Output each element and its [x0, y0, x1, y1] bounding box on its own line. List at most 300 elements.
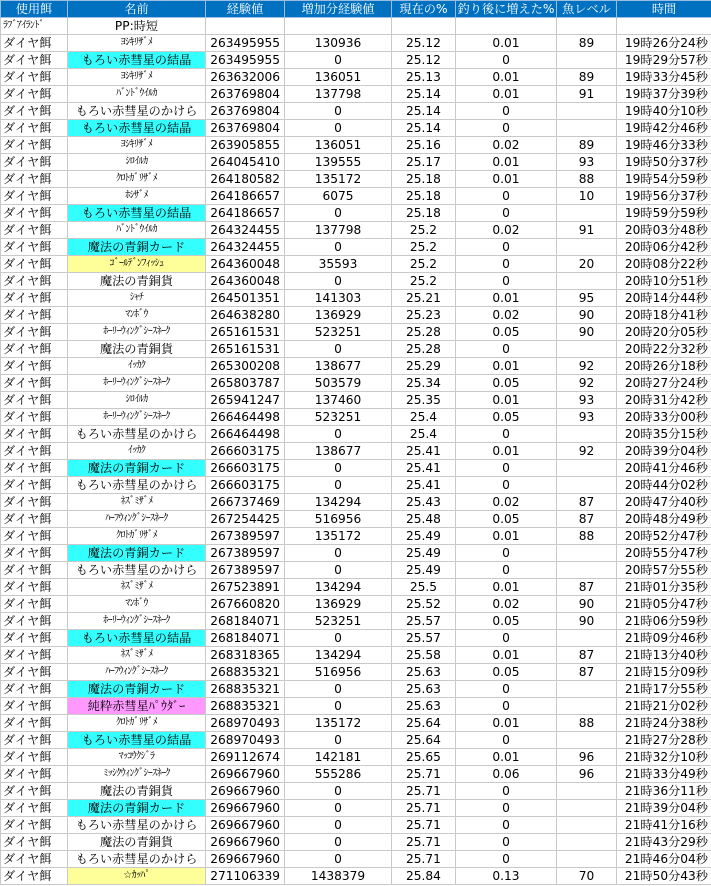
time-cell[interactable]: 20時48分49秒: [617, 511, 711, 528]
fish-level-cell[interactable]: [557, 545, 617, 562]
percent-gain-cell[interactable]: 0: [456, 630, 557, 647]
exp-increase-cell[interactable]: 0: [285, 698, 392, 715]
item-name-cell[interactable]: 魔法の青銅カード: [68, 239, 206, 256]
bait-cell[interactable]: ダイヤ餌: [1, 851, 68, 868]
time-cell[interactable]: 20時18分41秒: [617, 307, 711, 324]
percent-gain-cell[interactable]: 0.01: [456, 154, 557, 171]
time-cell[interactable]: 20時33分00秒: [617, 409, 711, 426]
exp-increase-cell[interactable]: 137460: [285, 392, 392, 409]
time-cell[interactable]: 21時39分04秒: [617, 800, 711, 817]
time-cell[interactable]: 21時15分09秒: [617, 664, 711, 681]
exp-cell[interactable]: 264360048: [206, 273, 285, 290]
current-percent-cell[interactable]: 25.57: [392, 630, 456, 647]
exp-increase-cell[interactable]: 516956: [285, 511, 392, 528]
percent-gain-cell[interactable]: 0: [456, 103, 557, 120]
exp-increase-cell[interactable]: 136051: [285, 137, 392, 154]
item-name-cell[interactable]: ﾈｽﾞﾐｻﾞﾒ: [68, 494, 206, 511]
bait-cell[interactable]: ダイヤ餌: [1, 222, 68, 239]
fish-level-cell[interactable]: 89: [557, 137, 617, 154]
fish-level-cell[interactable]: 90: [557, 324, 617, 341]
fish-level-cell[interactable]: [557, 205, 617, 222]
percent-gain-cell[interactable]: 0: [456, 273, 557, 290]
fish-level-cell[interactable]: 91: [557, 86, 617, 103]
exp-cell[interactable]: 267660820: [206, 596, 285, 613]
bait-cell[interactable]: ダイヤ餌: [1, 290, 68, 307]
bait-cell[interactable]: ダイヤ餌: [1, 443, 68, 460]
bait-cell[interactable]: ダイヤ餌: [1, 715, 68, 732]
exp-increase-cell[interactable]: 0: [285, 460, 392, 477]
exp-cell[interactable]: 265941247: [206, 392, 285, 409]
item-name-cell[interactable]: もろい赤彗星の結晶: [68, 630, 206, 647]
item-name-cell[interactable]: ｼｬﾁ: [68, 290, 206, 307]
fish-level-cell[interactable]: 93: [557, 154, 617, 171]
time-cell[interactable]: 20時27分24秒: [617, 375, 711, 392]
time-cell[interactable]: 21時17分55秒: [617, 681, 711, 698]
exp-increase-cell[interactable]: 0: [285, 562, 392, 579]
header-percent-gain[interactable]: 釣り後に増えた%: [456, 1, 557, 18]
time-cell[interactable]: 20時06分42秒: [617, 239, 711, 256]
current-percent-cell[interactable]: 25.21: [392, 290, 456, 307]
exp-increase-cell[interactable]: 523251: [285, 613, 392, 630]
item-name-cell[interactable]: 魔法の青銅カード: [68, 681, 206, 698]
current-percent-cell[interactable]: 25.52: [392, 596, 456, 613]
time-cell[interactable]: 21時32分10秒: [617, 749, 711, 766]
exp-cell[interactable]: 269667960: [206, 834, 285, 851]
time-cell[interactable]: 21時27分28秒: [617, 732, 711, 749]
bait-cell[interactable]: ダイヤ餌: [1, 358, 68, 375]
exp-cell[interactable]: 265300208: [206, 358, 285, 375]
time-cell[interactable]: 19時26分24秒: [617, 35, 711, 52]
percent-gain-cell[interactable]: 0.02: [456, 596, 557, 613]
empty-cell[interactable]: [557, 18, 617, 35]
percent-gain-cell[interactable]: 0.05: [456, 375, 557, 392]
time-cell[interactable]: 20時41分46秒: [617, 460, 711, 477]
exp-cell[interactable]: 264186657: [206, 188, 285, 205]
fish-level-cell[interactable]: 90: [557, 307, 617, 324]
current-percent-cell[interactable]: 25.71: [392, 851, 456, 868]
exp-cell[interactable]: 269667960: [206, 783, 285, 800]
percent-gain-cell[interactable]: 0.02: [456, 307, 557, 324]
percent-gain-cell[interactable]: 0.01: [456, 171, 557, 188]
exp-increase-cell[interactable]: 138677: [285, 358, 392, 375]
item-name-cell[interactable]: ｸﾛﾄｶﾞﾘｻﾞﾒ: [68, 171, 206, 188]
time-cell[interactable]: 19時40分10秒: [617, 103, 711, 120]
exp-cell[interactable]: 267389597: [206, 528, 285, 545]
exp-cell[interactable]: 267389597: [206, 545, 285, 562]
exp-cell[interactable]: 263905855: [206, 137, 285, 154]
exp-increase-cell[interactable]: 555286: [285, 766, 392, 783]
exp-cell[interactable]: 268184071: [206, 613, 285, 630]
exp-increase-cell[interactable]: 6075: [285, 188, 392, 205]
exp-cell[interactable]: 264045410: [206, 154, 285, 171]
exp-increase-cell[interactable]: 0: [285, 120, 392, 137]
bait-cell[interactable]: ダイヤ餌: [1, 698, 68, 715]
percent-gain-cell[interactable]: 0: [456, 783, 557, 800]
empty-cell[interactable]: [617, 18, 711, 35]
current-percent-cell[interactable]: 25.63: [392, 681, 456, 698]
fish-level-cell[interactable]: 87: [557, 511, 617, 528]
exp-increase-cell[interactable]: 135172: [285, 715, 392, 732]
current-percent-cell[interactable]: 25.43: [392, 494, 456, 511]
exp-increase-cell[interactable]: 0: [285, 239, 392, 256]
percent-gain-cell[interactable]: 0.06: [456, 766, 557, 783]
percent-gain-cell[interactable]: 0.01: [456, 647, 557, 664]
bait-cell[interactable]: ダイヤ餌: [1, 630, 68, 647]
current-percent-cell[interactable]: 25.14: [392, 103, 456, 120]
percent-gain-cell[interactable]: 0.01: [456, 443, 557, 460]
item-name-cell[interactable]: ﾏﾝﾎﾞｳ: [68, 596, 206, 613]
current-percent-cell[interactable]: 25.12: [392, 35, 456, 52]
bait-cell[interactable]: ダイヤ餌: [1, 103, 68, 120]
exp-cell[interactable]: 271106339: [206, 868, 285, 885]
exp-increase-cell[interactable]: 0: [285, 800, 392, 817]
bait-cell[interactable]: ダイヤ餌: [1, 868, 68, 885]
exp-increase-cell[interactable]: 135172: [285, 171, 392, 188]
bait-cell[interactable]: ダイヤ餌: [1, 511, 68, 528]
fish-level-cell[interactable]: [557, 239, 617, 256]
current-percent-cell[interactable]: 25.64: [392, 715, 456, 732]
bait-cell[interactable]: ダイヤ餌: [1, 460, 68, 477]
bait-cell[interactable]: ダイヤ餌: [1, 86, 68, 103]
exp-cell[interactable]: 263769804: [206, 120, 285, 137]
exp-cell[interactable]: 269667960: [206, 851, 285, 868]
current-percent-cell[interactable]: 25.29: [392, 358, 456, 375]
time-cell[interactable]: 20時26分18秒: [617, 358, 711, 375]
header-exp[interactable]: 経験値: [206, 1, 285, 18]
exp-increase-cell[interactable]: 0: [285, 341, 392, 358]
time-cell[interactable]: 19時56分37秒: [617, 188, 711, 205]
current-percent-cell[interactable]: 25.71: [392, 834, 456, 851]
percent-gain-cell[interactable]: 0: [456, 562, 557, 579]
bait-cell[interactable]: ダイヤ餌: [1, 273, 68, 290]
current-percent-cell[interactable]: 25.41: [392, 477, 456, 494]
item-name-cell[interactable]: ﾈｽﾞﾐｻﾞﾒ: [68, 647, 206, 664]
bait-cell[interactable]: ダイヤ餌: [1, 477, 68, 494]
fish-level-cell[interactable]: 90: [557, 596, 617, 613]
item-name-cell[interactable]: もろい赤彗星のかけら: [68, 817, 206, 834]
item-name-cell[interactable]: ﾈｽﾞﾐｻﾞﾒ: [68, 579, 206, 596]
time-cell[interactable]: 20時31分42秒: [617, 392, 711, 409]
exp-cell[interactable]: 264638280: [206, 307, 285, 324]
bait-cell[interactable]: ダイヤ餌: [1, 596, 68, 613]
exp-cell[interactable]: 264501351: [206, 290, 285, 307]
current-percent-cell[interactable]: 25.49: [392, 528, 456, 545]
percent-gain-cell[interactable]: 0.05: [456, 664, 557, 681]
bait-cell[interactable]: ダイヤ餌: [1, 579, 68, 596]
exp-increase-cell[interactable]: 0: [285, 817, 392, 834]
fish-level-cell[interactable]: 70: [557, 868, 617, 885]
current-percent-cell[interactable]: 25.71: [392, 783, 456, 800]
exp-increase-cell[interactable]: 138677: [285, 443, 392, 460]
fish-level-cell[interactable]: [557, 698, 617, 715]
exp-cell[interactable]: 269667960: [206, 817, 285, 834]
exp-increase-cell[interactable]: 0: [285, 103, 392, 120]
time-cell[interactable]: 21時06分59秒: [617, 613, 711, 630]
percent-gain-cell[interactable]: 0: [456, 426, 557, 443]
time-cell[interactable]: 21時09分46秒: [617, 630, 711, 647]
item-name-cell[interactable]: 魔法の青銅カード: [68, 800, 206, 817]
percent-gain-cell[interactable]: 0: [456, 341, 557, 358]
item-name-cell[interactable]: ﾊｰﾌｳｨﾝｸﾞｼｰｽﾈｰｸ: [68, 664, 206, 681]
exp-cell[interactable]: 268835321: [206, 698, 285, 715]
time-cell[interactable]: 21時43分29秒: [617, 834, 711, 851]
fish-level-cell[interactable]: [557, 834, 617, 851]
fish-level-cell[interactable]: [557, 103, 617, 120]
percent-gain-cell[interactable]: 0.01: [456, 358, 557, 375]
fish-level-cell[interactable]: [557, 630, 617, 647]
exp-cell[interactable]: 264186657: [206, 205, 285, 222]
exp-cell[interactable]: 266464498: [206, 426, 285, 443]
time-cell[interactable]: 20時20分05秒: [617, 324, 711, 341]
current-percent-cell[interactable]: 25.14: [392, 120, 456, 137]
time-cell[interactable]: 21時46分04秒: [617, 851, 711, 868]
bait-cell[interactable]: ダイヤ餌: [1, 409, 68, 426]
time-cell[interactable]: 20時35分15秒: [617, 426, 711, 443]
current-percent-cell[interactable]: 25.16: [392, 137, 456, 154]
item-name-cell[interactable]: 魔法の青銅貨: [68, 834, 206, 851]
percent-gain-cell[interactable]: 0.05: [456, 613, 557, 630]
fish-level-cell[interactable]: [557, 460, 617, 477]
time-cell[interactable]: 19時46分33秒: [617, 137, 711, 154]
exp-increase-cell[interactable]: 0: [285, 273, 392, 290]
exp-increase-cell[interactable]: 0: [285, 545, 392, 562]
item-name-cell[interactable]: もろい赤彗星の結晶: [68, 52, 206, 69]
item-name-cell[interactable]: ｸﾛﾄｶﾞﾘｻﾞﾒ: [68, 528, 206, 545]
current-percent-cell[interactable]: 25.63: [392, 698, 456, 715]
percent-gain-cell[interactable]: 0: [456, 817, 557, 834]
bait-cell[interactable]: ダイヤ餌: [1, 69, 68, 86]
fish-level-cell[interactable]: [557, 273, 617, 290]
exp-increase-cell[interactable]: 516956: [285, 664, 392, 681]
fish-level-cell[interactable]: [557, 800, 617, 817]
item-name-cell[interactable]: ﾎｼｻﾞﾒ: [68, 188, 206, 205]
exp-cell[interactable]: 269112674: [206, 749, 285, 766]
exp-increase-cell[interactable]: 0: [285, 851, 392, 868]
exp-increase-cell[interactable]: 523251: [285, 324, 392, 341]
exp-increase-cell[interactable]: 135172: [285, 528, 392, 545]
exp-cell[interactable]: 266603175: [206, 477, 285, 494]
percent-gain-cell[interactable]: 0: [456, 834, 557, 851]
exp-increase-cell[interactable]: 0: [285, 205, 392, 222]
bait-cell[interactable]: ダイヤ餌: [1, 239, 68, 256]
exp-increase-cell[interactable]: 0: [285, 477, 392, 494]
bait-cell[interactable]: ダイヤ餌: [1, 783, 68, 800]
exp-increase-cell[interactable]: 136929: [285, 307, 392, 324]
header-fish-level[interactable]: 魚レベル: [557, 1, 617, 18]
current-percent-cell[interactable]: 25.18: [392, 205, 456, 222]
percent-gain-cell[interactable]: 0: [456, 52, 557, 69]
exp-increase-cell[interactable]: 139555: [285, 154, 392, 171]
exp-cell[interactable]: 264360048: [206, 256, 285, 273]
item-name-cell[interactable]: ﾖｼｷﾘｻﾞﾒ: [68, 35, 206, 52]
bait-cell[interactable]: ダイヤ餌: [1, 256, 68, 273]
fish-level-cell[interactable]: [557, 477, 617, 494]
current-percent-cell[interactable]: 25.63: [392, 664, 456, 681]
current-percent-cell[interactable]: 25.4: [392, 426, 456, 443]
exp-increase-cell[interactable]: 0: [285, 783, 392, 800]
item-name-cell[interactable]: 魔法の青銅貨: [68, 783, 206, 800]
fish-level-cell[interactable]: 92: [557, 375, 617, 392]
exp-increase-cell[interactable]: 1438379: [285, 868, 392, 885]
exp-increase-cell[interactable]: 142181: [285, 749, 392, 766]
percent-gain-cell[interactable]: 0.02: [456, 222, 557, 239]
fish-level-cell[interactable]: 89: [557, 69, 617, 86]
percent-gain-cell[interactable]: 0.01: [456, 392, 557, 409]
item-name-cell[interactable]: ﾊｰﾌｳｨﾝｸﾞｼｰｽﾈｰｸ: [68, 511, 206, 528]
fish-level-cell[interactable]: [557, 783, 617, 800]
exp-increase-cell[interactable]: 130936: [285, 35, 392, 52]
fish-level-cell[interactable]: [557, 426, 617, 443]
exp-increase-cell[interactable]: 523251: [285, 409, 392, 426]
item-name-cell[interactable]: ﾊﾞﾝﾄﾞｳｲﾙｶ: [68, 222, 206, 239]
bait-cell[interactable]: ダイヤ餌: [1, 664, 68, 681]
percent-gain-cell[interactable]: 0: [456, 239, 557, 256]
fish-level-cell[interactable]: [557, 851, 617, 868]
time-cell[interactable]: 21時05分47秒: [617, 596, 711, 613]
time-cell[interactable]: 19時37分39秒: [617, 86, 711, 103]
percent-gain-cell[interactable]: 0: [456, 681, 557, 698]
fish-level-cell[interactable]: 90: [557, 613, 617, 630]
fish-level-cell[interactable]: [557, 341, 617, 358]
time-cell[interactable]: 21時21分02秒: [617, 698, 711, 715]
percent-gain-cell[interactable]: 0.02: [456, 494, 557, 511]
current-percent-cell[interactable]: 25.28: [392, 324, 456, 341]
percent-gain-cell[interactable]: 0: [456, 698, 557, 715]
current-percent-cell[interactable]: 25.49: [392, 562, 456, 579]
fish-level-cell[interactable]: 93: [557, 392, 617, 409]
fish-level-cell[interactable]: 95: [557, 290, 617, 307]
time-cell[interactable]: 19時33分45秒: [617, 69, 711, 86]
current-percent-cell[interactable]: 25.4: [392, 409, 456, 426]
exp-increase-cell[interactable]: 141303: [285, 290, 392, 307]
percent-gain-cell[interactable]: 0: [456, 477, 557, 494]
time-cell[interactable]: 20時47分40秒: [617, 494, 711, 511]
item-name-cell[interactable]: 魔法の青銅貨: [68, 341, 206, 358]
current-percent-cell[interactable]: 25.71: [392, 817, 456, 834]
time-cell[interactable]: 19時42分46秒: [617, 120, 711, 137]
exp-cell[interactable]: 263769804: [206, 86, 285, 103]
time-cell[interactable]: 20時55分47秒: [617, 545, 711, 562]
fish-level-cell[interactable]: 96: [557, 749, 617, 766]
exp-cell[interactable]: 265161531: [206, 341, 285, 358]
percent-gain-cell[interactable]: 0.01: [456, 715, 557, 732]
exp-cell[interactable]: 268835321: [206, 664, 285, 681]
bait-cell[interactable]: ダイヤ餌: [1, 545, 68, 562]
exp-increase-cell[interactable]: 137798: [285, 222, 392, 239]
fish-level-cell[interactable]: [557, 732, 617, 749]
bait-cell[interactable]: ダイヤ餌: [1, 800, 68, 817]
exp-cell[interactable]: 266603175: [206, 460, 285, 477]
item-name-cell[interactable]: ｲｯｶｸ: [68, 358, 206, 375]
current-percent-cell[interactable]: 25.48: [392, 511, 456, 528]
percent-gain-cell[interactable]: 0: [456, 205, 557, 222]
time-cell[interactable]: 20時14分44秒: [617, 290, 711, 307]
subheader-bait[interactable]: ﾗﾌﾞｱｲﾗﾝﾄﾞ: [1, 18, 68, 35]
current-percent-cell[interactable]: 25.65: [392, 749, 456, 766]
current-percent-cell[interactable]: 25.41: [392, 460, 456, 477]
current-percent-cell[interactable]: 25.18: [392, 188, 456, 205]
item-name-cell[interactable]: もろい赤彗星の結晶: [68, 732, 206, 749]
current-percent-cell[interactable]: 25.14: [392, 86, 456, 103]
percent-gain-cell[interactable]: 0.01: [456, 579, 557, 596]
exp-cell[interactable]: 268970493: [206, 715, 285, 732]
subheader-note[interactable]: PP:時短: [68, 18, 206, 35]
current-percent-cell[interactable]: 25.71: [392, 800, 456, 817]
fish-level-cell[interactable]: 10: [557, 188, 617, 205]
fish-level-cell[interactable]: [557, 681, 617, 698]
current-percent-cell[interactable]: 25.2: [392, 256, 456, 273]
time-cell[interactable]: 21時13分40秒: [617, 647, 711, 664]
item-name-cell[interactable]: もろい赤彗星のかけら: [68, 477, 206, 494]
bait-cell[interactable]: ダイヤ餌: [1, 732, 68, 749]
item-name-cell[interactable]: ﾊﾞﾝﾄﾞｳｲﾙｶ: [68, 86, 206, 103]
percent-gain-cell[interactable]: 0.05: [456, 409, 557, 426]
bait-cell[interactable]: ダイヤ餌: [1, 647, 68, 664]
time-cell[interactable]: 19時50分37秒: [617, 154, 711, 171]
fish-level-cell[interactable]: [557, 52, 617, 69]
exp-cell[interactable]: 267254425: [206, 511, 285, 528]
exp-increase-cell[interactable]: 136051: [285, 69, 392, 86]
item-name-cell[interactable]: ﾖｼｷﾘｻﾞﾒ: [68, 137, 206, 154]
current-percent-cell[interactable]: 25.5: [392, 579, 456, 596]
time-cell[interactable]: 19時59分59秒: [617, 205, 711, 222]
fish-level-cell[interactable]: [557, 120, 617, 137]
exp-cell[interactable]: 266603175: [206, 443, 285, 460]
fish-level-cell[interactable]: [557, 562, 617, 579]
bait-cell[interactable]: ダイヤ餌: [1, 137, 68, 154]
current-percent-cell[interactable]: 25.2: [392, 222, 456, 239]
item-name-cell[interactable]: ｺﾞｰﾙﾃﾞﾝﾌｨｯｼｭ: [68, 256, 206, 273]
exp-increase-cell[interactable]: 0: [285, 834, 392, 851]
item-name-cell[interactable]: ﾖｼｷﾘｻﾞﾒ: [68, 69, 206, 86]
item-name-cell[interactable]: ｼﾛｲﾙｶ: [68, 154, 206, 171]
header-current-percent[interactable]: 現在の%: [392, 1, 456, 18]
bait-cell[interactable]: ダイヤ餌: [1, 817, 68, 834]
exp-cell[interactable]: 264180582: [206, 171, 285, 188]
percent-gain-cell[interactable]: 0.01: [456, 69, 557, 86]
item-name-cell[interactable]: ﾐｯｼｸｳｨﾝｸﾞｼｰｽﾈｰｸ: [68, 766, 206, 783]
time-cell[interactable]: 20時44分02秒: [617, 477, 711, 494]
fish-level-cell[interactable]: 87: [557, 664, 617, 681]
exp-increase-cell[interactable]: 137798: [285, 86, 392, 103]
fish-level-cell[interactable]: 91: [557, 222, 617, 239]
exp-increase-cell[interactable]: 0: [285, 426, 392, 443]
time-cell[interactable]: 20時39分04秒: [617, 443, 711, 460]
item-name-cell[interactable]: 魔法の青銅カード: [68, 545, 206, 562]
percent-gain-cell[interactable]: 0.01: [456, 749, 557, 766]
bait-cell[interactable]: ダイヤ餌: [1, 205, 68, 222]
percent-gain-cell[interactable]: 0.05: [456, 511, 557, 528]
current-percent-cell[interactable]: 25.13: [392, 69, 456, 86]
current-percent-cell[interactable]: 25.71: [392, 766, 456, 783]
percent-gain-cell[interactable]: 0: [456, 256, 557, 273]
bait-cell[interactable]: ダイヤ餌: [1, 562, 68, 579]
exp-increase-cell[interactable]: 134294: [285, 494, 392, 511]
exp-cell[interactable]: 268184071: [206, 630, 285, 647]
exp-cell[interactable]: 268835321: [206, 681, 285, 698]
percent-gain-cell[interactable]: 0: [456, 460, 557, 477]
percent-gain-cell[interactable]: 0.01: [456, 35, 557, 52]
exp-cell[interactable]: 263495955: [206, 52, 285, 69]
exp-increase-cell[interactable]: 136929: [285, 596, 392, 613]
item-name-cell[interactable]: もろい赤彗星のかけら: [68, 851, 206, 868]
time-cell[interactable]: 20時22分32秒: [617, 341, 711, 358]
item-name-cell[interactable]: もろい赤彗星の結晶: [68, 205, 206, 222]
fish-level-cell[interactable]: 20: [557, 256, 617, 273]
exp-increase-cell[interactable]: 134294: [285, 647, 392, 664]
current-percent-cell[interactable]: 25.18: [392, 171, 456, 188]
current-percent-cell[interactable]: 25.34: [392, 375, 456, 392]
